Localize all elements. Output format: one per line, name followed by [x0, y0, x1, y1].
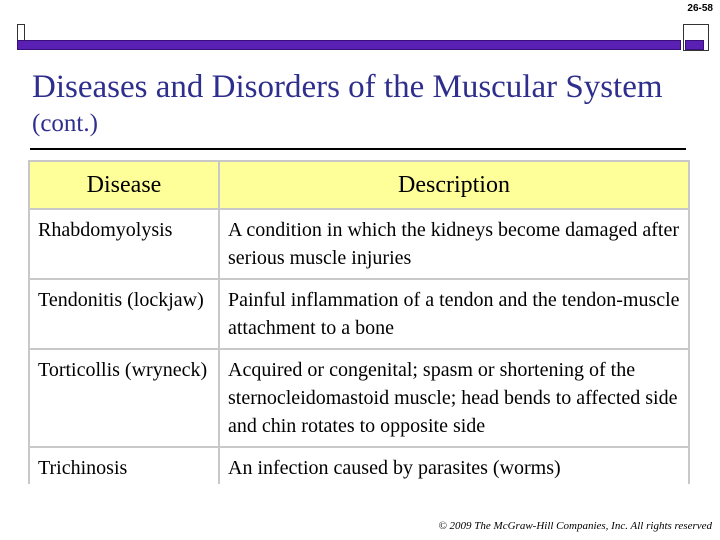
slide-title [32, 70, 672, 141]
column-header-disease: Disease [29, 161, 219, 209]
decorative-header-bar [17, 24, 710, 52]
disease-cell: Trichinosis [29, 447, 219, 484]
description-cell: Painful inflammation of a tendon and the tendon-muscle attachment to a bone [219, 279, 689, 349]
table-row [29, 279, 689, 349]
description-cell: An infection caused by parasites (worms) [219, 447, 689, 484]
disease-cell: Torticollis (wryneck) [29, 349, 219, 447]
slide-title-main: Diseases and Disorders of the Muscular System [32, 69, 663, 105]
column-header-description: Description [219, 161, 689, 209]
header-bar-stripe [17, 40, 681, 50]
table-row [29, 349, 689, 447]
slide-number: 26-58 [687, 3, 713, 14]
disease-cell: Tendonitis (lockjaw) [29, 279, 219, 349]
copyright-footer: © 2009 The McGraw-Hill Companies, Inc. All rights reserved [438, 520, 712, 532]
header-bar-left-square [17, 24, 25, 41]
header-bar-right-fill [685, 40, 704, 50]
table-row [29, 209, 689, 279]
disease-cell: Rhabdomyolysis [29, 209, 219, 279]
disease-table [28, 160, 690, 484]
description-cell: A condition in which the kidneys become damaged after serious muscle injuries [219, 209, 689, 279]
table-header-row [29, 161, 689, 209]
table-row [29, 447, 689, 484]
description-cell: Acquired or congenital; spasm or shortening of the sternocleidomastoid muscle; head bends to affected side and chin rotates to opposite side [219, 349, 689, 447]
slide-title-suffix: (cont.) [32, 110, 98, 137]
title-divider [30, 148, 686, 150]
